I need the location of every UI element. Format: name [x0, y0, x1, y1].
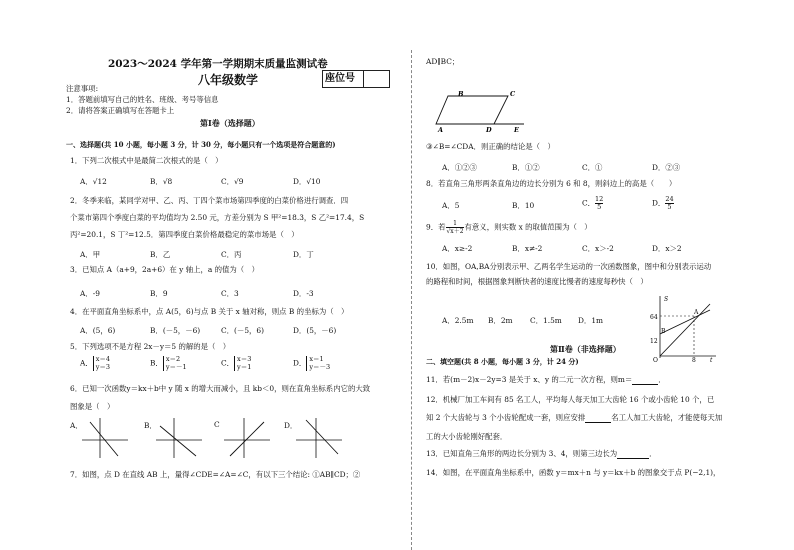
q6-option-c: C	[214, 420, 220, 429]
q7-option-a: A．①②③	[442, 163, 477, 172]
q5-option-b: B． x＝2 y＝－1	[150, 355, 187, 371]
q4-option-a: A．(5，6)	[80, 326, 116, 335]
q2-line-3: 丙²=20.1，S 丁²=12.5．第四季度白菜价格最稳定的菜市场是（ ）	[70, 230, 299, 239]
q6-option-b: B．	[144, 421, 157, 430]
q9-option-d: D．x＞2	[652, 244, 682, 253]
graph-label-t: t	[710, 357, 713, 364]
q9-option-a: A．x≥-2	[442, 244, 473, 253]
fig-label-d: D	[486, 126, 492, 134]
section1-heading: 一、选择题(共 10 小题，每小题 3 分，计 30 分，每小题只有一个选项是符合题意的)	[66, 140, 336, 149]
column-divider	[411, 50, 412, 550]
q6-graph-a	[82, 418, 130, 458]
q2-option-a: A．甲	[80, 250, 101, 259]
q8-stem: 8．若直角三角形两条直角边的边长分别为 6 和 8，则斜边上的高是（ ）	[426, 179, 677, 188]
graph-label-o: O	[653, 357, 658, 364]
fig-label-a: A	[438, 126, 444, 134]
q11-blank	[632, 375, 658, 385]
q7-conclusion: ③∠B=∠CDA．则正确的结论是（ ）	[426, 142, 555, 151]
q10-line-2: 的路程和时间，根据图象判断快者的速度比慢者的速度每秒快（ ）	[426, 277, 648, 286]
q4-stem: 4．在平面直角坐标系中，点 A(5，6)与点 B 关于 x 轴对称，则点 B 的坐标为（ ）	[70, 307, 349, 316]
part2-heading: 第Ⅱ卷（非选择题）	[550, 344, 621, 354]
q12-line-2: 知 2 个大齿轮与 3 个小齿轮配成一套，则应安排 名工人加工大齿轮，才能使每天加	[426, 413, 723, 422]
q1-stem: 1．下列二次根式中是最简二次根式的是（ ）	[70, 156, 223, 165]
q10-option-b: B．2m	[488, 316, 513, 325]
q3-option-b: B．9	[150, 289, 168, 298]
graph-label-s: S	[664, 296, 669, 303]
q6-line-1: 6．已知一次函数y＝kx＋b中 y 随 x 的增大而减小，且 kb＜0，则在直角坐标系内它的大致	[70, 384, 371, 393]
seat-label: 座位号	[323, 71, 364, 87]
graph-label-12: 12	[650, 338, 658, 345]
q12-line-3: 工的大小齿轮刚好配套．	[426, 432, 508, 441]
q7-continued: AD∥BC；	[426, 57, 460, 66]
q8-option-d: D． $\frac{24}{5}$	[652, 195, 674, 211]
q1-option-b: B．√8	[150, 177, 173, 186]
q6-graph-c	[224, 418, 272, 458]
q9-option-b: B．x≠-2	[512, 244, 543, 253]
q8-option-b: B．10	[512, 201, 535, 210]
q6-option-d: D．	[284, 421, 298, 430]
q2-line-2: 个菜市第四个季度白菜的平均值均为 2.50 元，方差分别为 S 甲²=18.3，S 乙²=17.4，S	[70, 213, 365, 222]
q2-option-c: C．丙	[221, 250, 242, 259]
q13-blank	[617, 449, 649, 459]
q7-option-c: C．①	[582, 163, 603, 172]
q5-stem: 5．下列选项不是方程 2x－y＝5 的解的是（ ）	[70, 342, 231, 351]
graph-label-b: B	[661, 328, 666, 335]
exam-subject: 八年级数学	[198, 73, 259, 87]
q10-option-d: D．1m	[578, 316, 604, 325]
q6-line-2: 图象是（ ）	[70, 402, 115, 411]
q7-stem: 7．如图，点 D 在直线 AB 上，量得∠CDE=∠A=∠C，有以下三个结论: ①AB∥CD；②	[70, 470, 361, 479]
q10-option-c: C．1.5m	[530, 316, 562, 325]
q3-option-c: C．3	[221, 289, 239, 298]
q4-option-b: B．(－5，－6)	[150, 326, 201, 335]
q10-distance-time-graph	[650, 296, 718, 362]
q5-option-d: D． x＝1 y＝－3	[293, 355, 331, 371]
graph-label-64: 64	[650, 314, 658, 321]
q14-stem: 14．如图，在平面直角坐标系中，函数 y＝mx＋n 与 y＝kx＋b 的图象交于点 P(−2,1)，	[426, 468, 721, 477]
q7-option-b: B．①②	[512, 163, 540, 172]
q7-option-d: D．②③	[652, 163, 681, 172]
part1-heading: 第Ⅰ卷（选择题）	[200, 118, 260, 128]
q10-option-a: A．2.5m	[442, 316, 474, 325]
q9-stem: 9．若 $\frac{1}{√x+2}$有意义，则实数 x 的取值范围为（ ）	[426, 220, 592, 235]
graph-label-8: 8	[692, 357, 696, 364]
q10-line-1: 10．如图，OA,BA分别表示甲、乙两名学生运动的一次函数图象，图中和分别表示运动	[426, 262, 712, 271]
notice-item-2: 2．请将答案正确填写在答题卡上	[66, 106, 175, 115]
q2-option-b: B．乙	[150, 250, 171, 259]
q3-option-a: A．-9	[80, 289, 100, 298]
q6-graph-b	[156, 418, 204, 458]
q11-stem: 11．若(m－2)x－2y=3 是关于 x、y 的二元一次方程，则m＝ ．	[426, 375, 666, 384]
fig-label-b: B	[458, 90, 464, 98]
q5-option-c: C． x＝3 y＝1	[221, 355, 252, 371]
q4-option-d: D．(5，－6)	[293, 326, 337, 335]
q8-option-a: A．5	[442, 201, 460, 210]
q1-option-d: D．√10	[293, 177, 321, 186]
q7-parallelogram-figure	[436, 90, 526, 132]
q3-option-d: D．-3	[293, 289, 314, 298]
q12-blank	[585, 413, 611, 423]
notice-item-1: 1．答题前填写自己的姓名、班级、考号等信息	[66, 95, 219, 104]
fig-label-e: E	[514, 126, 519, 134]
graph-label-a: A	[694, 309, 699, 316]
q1-option-c: C．√9	[221, 177, 244, 186]
seat-number-box	[322, 70, 390, 88]
q12-line-1: 12．机械厂加工车间有 85 名工人，平均每人每天加工大齿轮 16 个或小齿轮 10 个，已	[426, 395, 715, 404]
section2-heading: 二、填空题(共 8 小题，每小题 3 分，计 24 分)	[426, 357, 579, 366]
q9-option-c: C．x＞-2	[582, 244, 614, 253]
fig-label-c: C	[510, 90, 516, 98]
q1-option-a: A．√12	[80, 177, 107, 186]
q13-stem: 13．已知直角三角形的两边长分别为 3、4，则第三边长为 ．	[426, 449, 657, 458]
notice-heading: 注意事项:	[66, 84, 99, 93]
q6-graph-d	[296, 418, 344, 458]
q8-option-c: C． $\frac{12}{5}$	[582, 195, 604, 211]
q5-option-a: A． x＝4 y＝3	[80, 355, 111, 371]
q2-line-1: 2．冬季来临，某同学对甲、乙、丙、丁四个菜市场第四季度的白菜价格进行调查．四	[70, 196, 349, 205]
exam-title: 2023～2024 学年第一学期期末质量监测试卷	[108, 58, 328, 70]
q2-option-d: D．丁	[293, 250, 314, 259]
q4-option-c: C．(－5，6)	[221, 326, 264, 335]
q3-stem: 3．已知点 A（a+9，2a+6）在 y 轴上，a 的值为（ ）	[70, 265, 259, 274]
q6-option-a: A．	[70, 421, 83, 430]
